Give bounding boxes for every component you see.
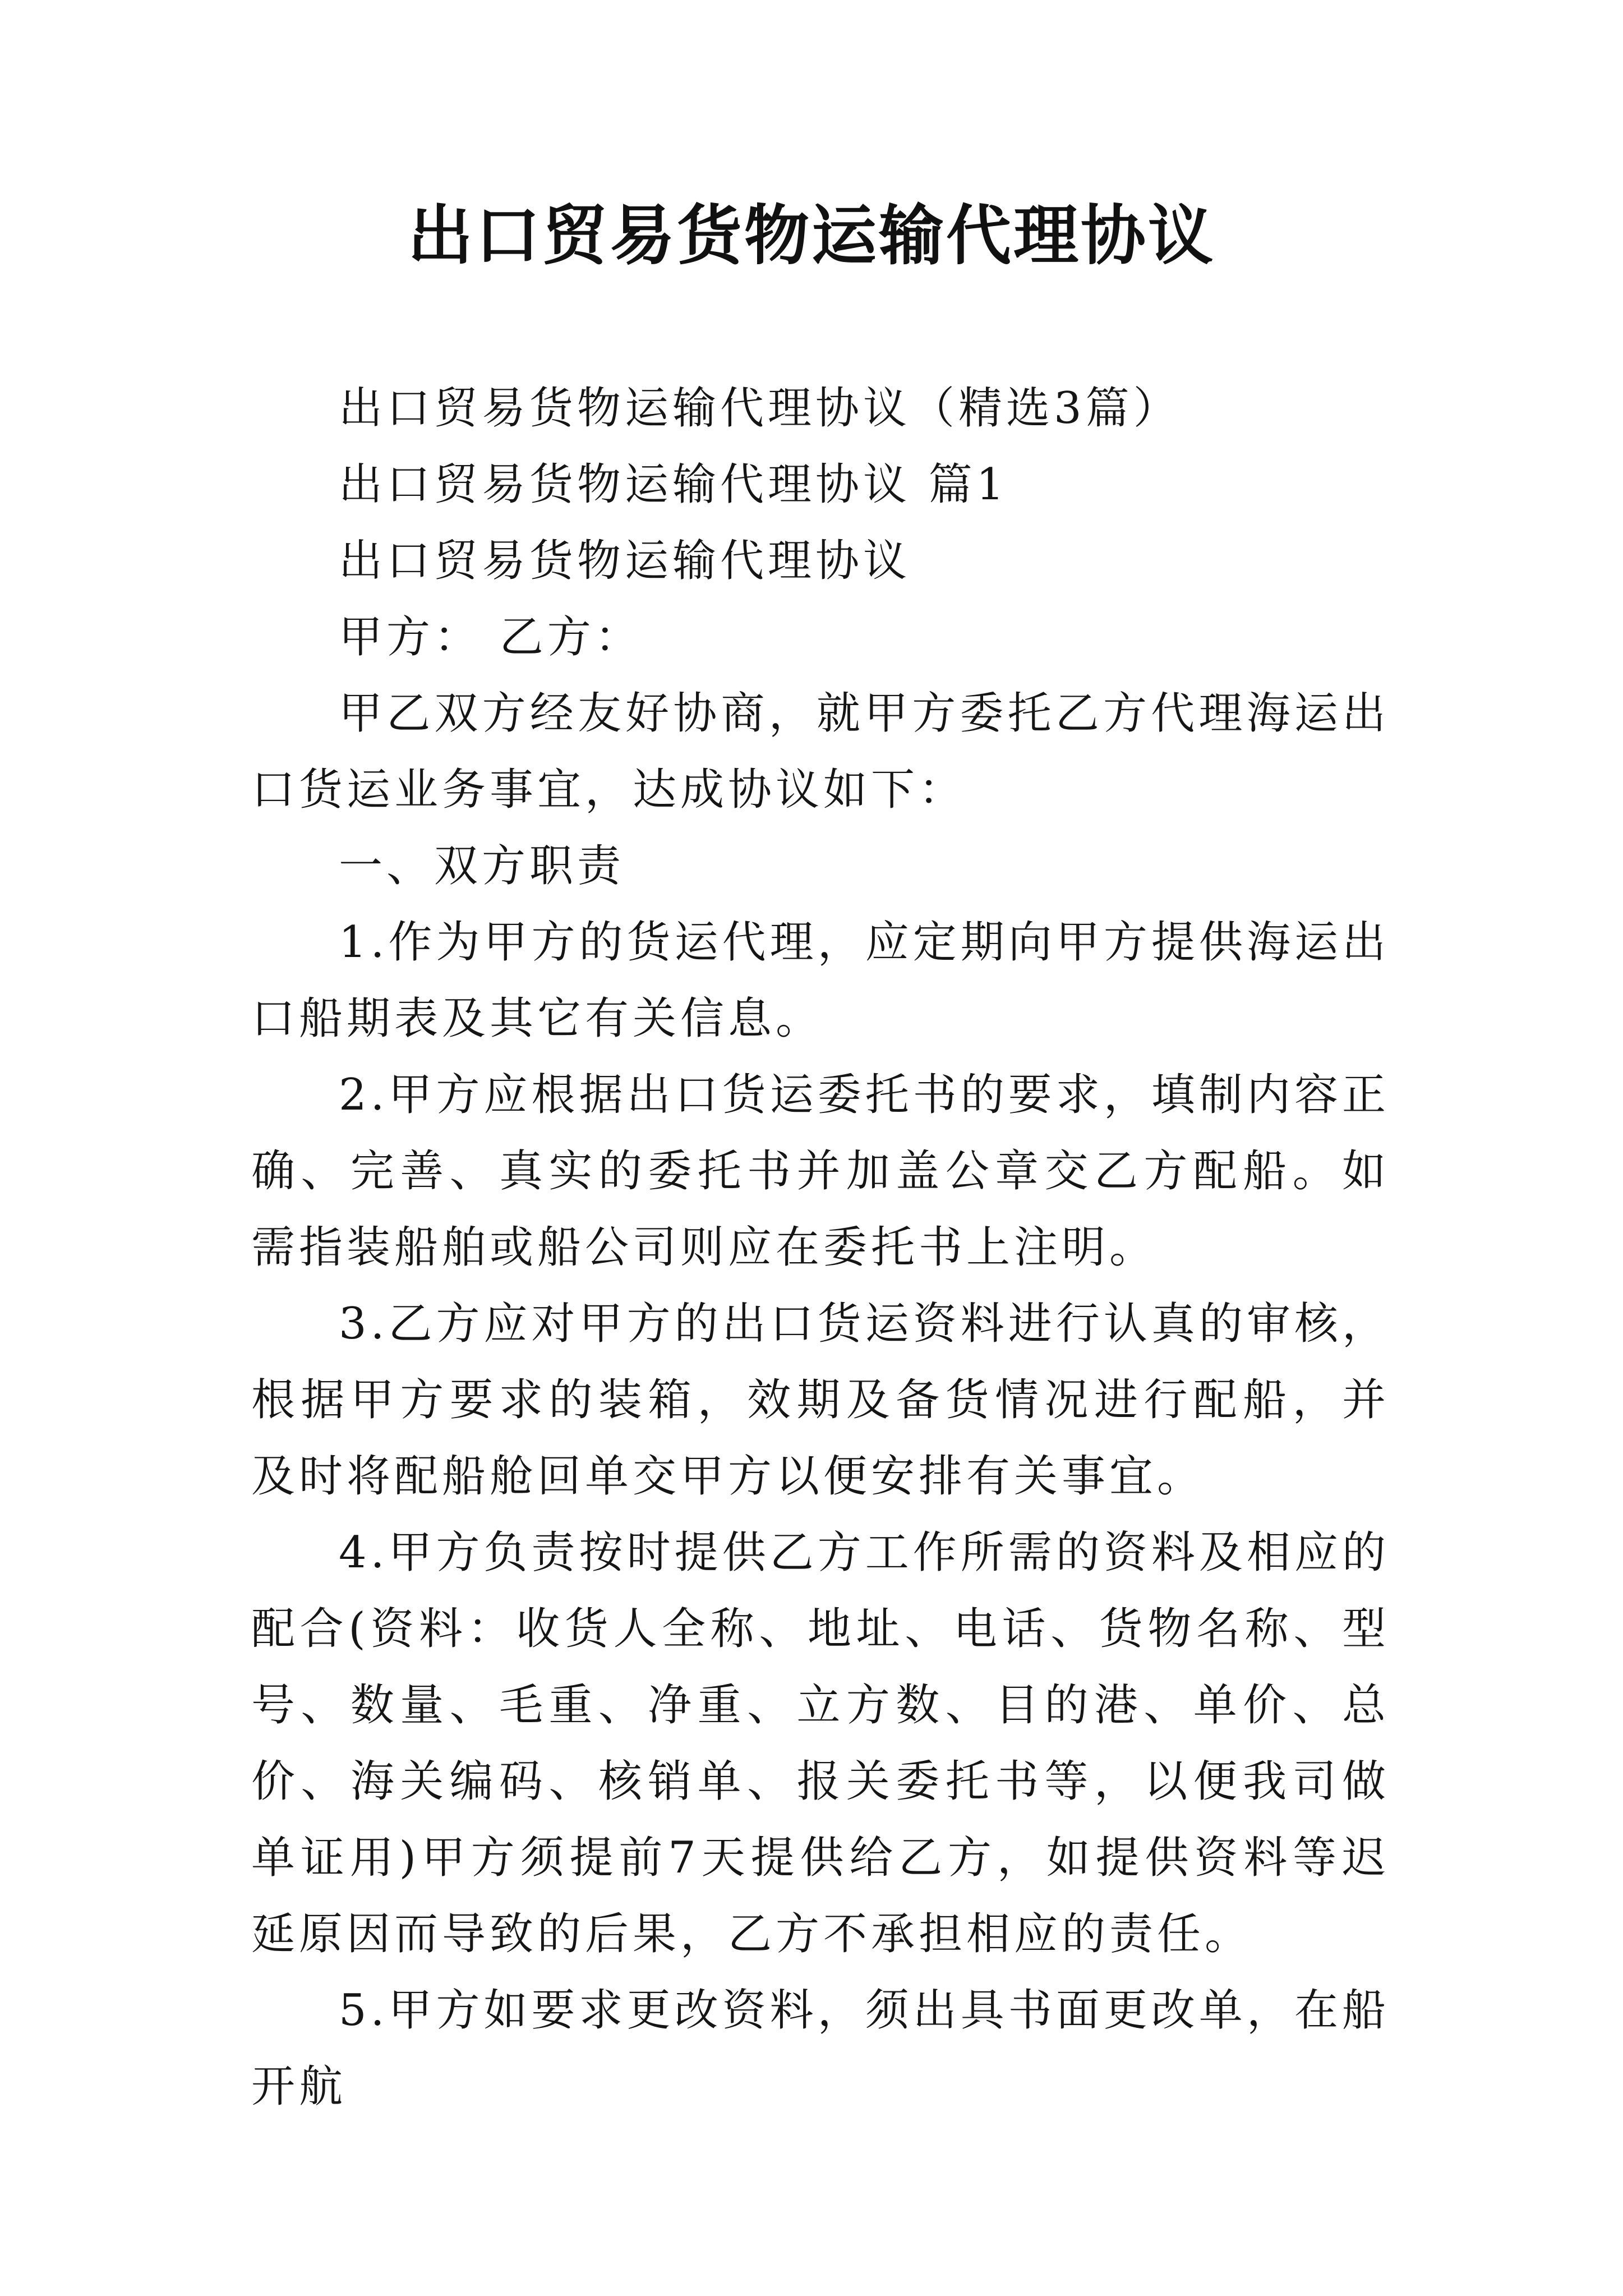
paragraph-item-1: 1.作为甲方的货运代理，应定期向甲方提供海运出口船期表及其它有关信息。 — [251, 917, 1390, 1044]
paragraph-item-3: 3.乙方应对甲方的出口货运资料进行认真的审核，根据甲方要求的装箱，效期及备货情况进行配船，并及时将配船舱回单交甲方以便安排有关事宜。 — [251, 1299, 1390, 1502]
document-body — [251, 370, 1390, 2125]
paragraph-item-2: 2.甲方应根据出口货运委托书的要求，填制内容正确、完善、真实的委托书并加盖公章交乙方配船。如需指装船舶或船公司则应在委托书上注明。 — [251, 1070, 1390, 1273]
paragraph-agreement-name: 出口贸易货物运输代理协议 — [339, 536, 911, 586]
paragraph-preamble: 甲乙双方经友好协商，就甲方委托乙方代理海运出口货运业务事宜，达成协议如下： — [251, 688, 1390, 815]
paragraph-parties: 甲方： 乙方： — [339, 612, 643, 662]
paragraph-item-5: 5.甲方如要求更改资料，须出具书面更改单，在船开航 — [251, 1985, 1390, 2112]
document-title: 出口贸易货物运输代理协议 — [408, 197, 1215, 274]
paragraph-subtitle: 出口贸易货物运输代理协议（精选3篇） — [339, 383, 1181, 434]
paragraph-clause-heading: 一、双方职责 — [339, 841, 625, 891]
paragraph-section-heading: 出口贸易货物运输代理协议 篇1 — [339, 459, 1008, 510]
paragraph-item-4: 4.甲方负责按时提供乙方工作所需的资料及相应的配合(资料：收货人全称、地址、电话、货物名称、型号、数量、毛重、净重、立方数、目的港、单价、总价、海关编码、核销单、报关委托书等，以便我司做单证用)甲方须提前7天提供给乙方，如提供资料等迟延原因而导致的后果，乙方不承担相应的责任。 — [251, 1527, 1390, 1959]
